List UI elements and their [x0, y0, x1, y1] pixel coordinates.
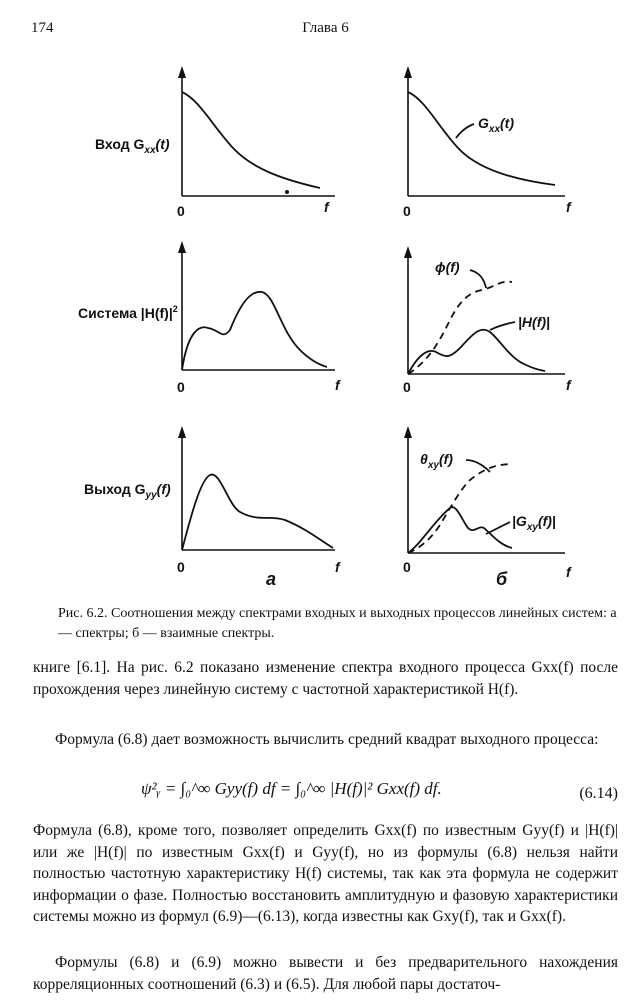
f-a2: f: [335, 377, 340, 393]
leader-h: [490, 322, 515, 330]
equation-number: (6.14): [579, 785, 618, 802]
curve-h-squared: [182, 292, 327, 370]
equation-6-14: [33, 775, 618, 815]
page-number: 174: [31, 20, 54, 36]
curve-gxx-cross: [408, 92, 555, 185]
label-system: Система $|H(f)|^2$: [78, 304, 178, 321]
label-output: Выход $G_{yy}(f)$: [84, 481, 171, 501]
curve-theta: [408, 464, 510, 553]
paragraph-3: Формула (6.8), кроме того, позволяет определить Gxx(f) по известным Gyy(f) и |H(f)| или же |H(f)| по известным Gxx(f) и Gyy(f), но из формулы (6.8) нельзя найти полностью частотную характеристику H(f) системы, так как эта формула не содержит информации о фазе. Полностью восстановить амплитудную и фазовую характеристики системы можно из формул (6.9)—(6.13), когда известны как Gxy(f), так и Gxx(f).: [33, 822, 618, 925]
curve-gxy: [408, 507, 512, 553]
leader-gxx: [456, 124, 474, 138]
origin-a3: 0: [177, 559, 185, 575]
curve-h-magnitude: [408, 330, 545, 374]
leader-theta: [466, 460, 490, 472]
label-h: |H(f)|: [518, 314, 550, 330]
label-input: Вход $G_{xx}(t)$: [95, 136, 170, 156]
f-a3: f: [335, 559, 340, 575]
equation-text: ψ²ᵧ = ∫₀^∞ Gyy(f) df = ∫₀^∞ |H(f)|² Gxx(f) df.: [141, 779, 442, 798]
column-label-a: а: [266, 569, 277, 589]
leader-phi: [470, 270, 486, 288]
column-label-b: б: [496, 569, 508, 589]
paragraph-1: книге [6.1]. На рис. 6.2 показано изменение спектра входного процесса Gxx(f) после прохождения через линейную систему с частотной характеристикой H(f).: [33, 659, 618, 698]
running-head: Глава 6: [302, 20, 349, 36]
f-b2: f: [566, 377, 571, 393]
label-theta: $\theta_{xy}(f)$: [420, 451, 453, 471]
label-gxy: $|G_{xy}(f)|$: [512, 513, 556, 533]
origin-b1: 0: [403, 203, 411, 219]
paragraph-2: Формула (6.8) дает возможность вычислить средний квадрат выходного процесса:: [55, 731, 599, 748]
paragraph-4: Формулы (6.8) и (6.9) можно вывести и без предварительного нахождения корреляционных соотношений (6.3) и (6.5). Для любой пары достаточ-: [33, 954, 618, 993]
origin-a1: 0: [177, 203, 185, 219]
origin-b3: 0: [403, 559, 411, 575]
origin-a2: 0: [177, 379, 185, 395]
f-b3: f: [566, 564, 571, 580]
f-b1: f: [566, 199, 571, 215]
figure-caption: Рис. 6.2. Соотношения между спектрами входных и выходных процессов линейных систем: а — спектры; б — взаимные спектры.: [58, 606, 617, 641]
curve-gxx-input: [182, 92, 320, 188]
origin-b2: 0: [403, 379, 411, 395]
label-gxx: $G_{xx}(t)$: [478, 115, 515, 135]
label-phi: ϕ(f): [435, 259, 460, 275]
curve-gyy: [182, 475, 333, 550]
f-a1: f: [324, 199, 329, 215]
leader-gxy: [486, 522, 510, 534]
